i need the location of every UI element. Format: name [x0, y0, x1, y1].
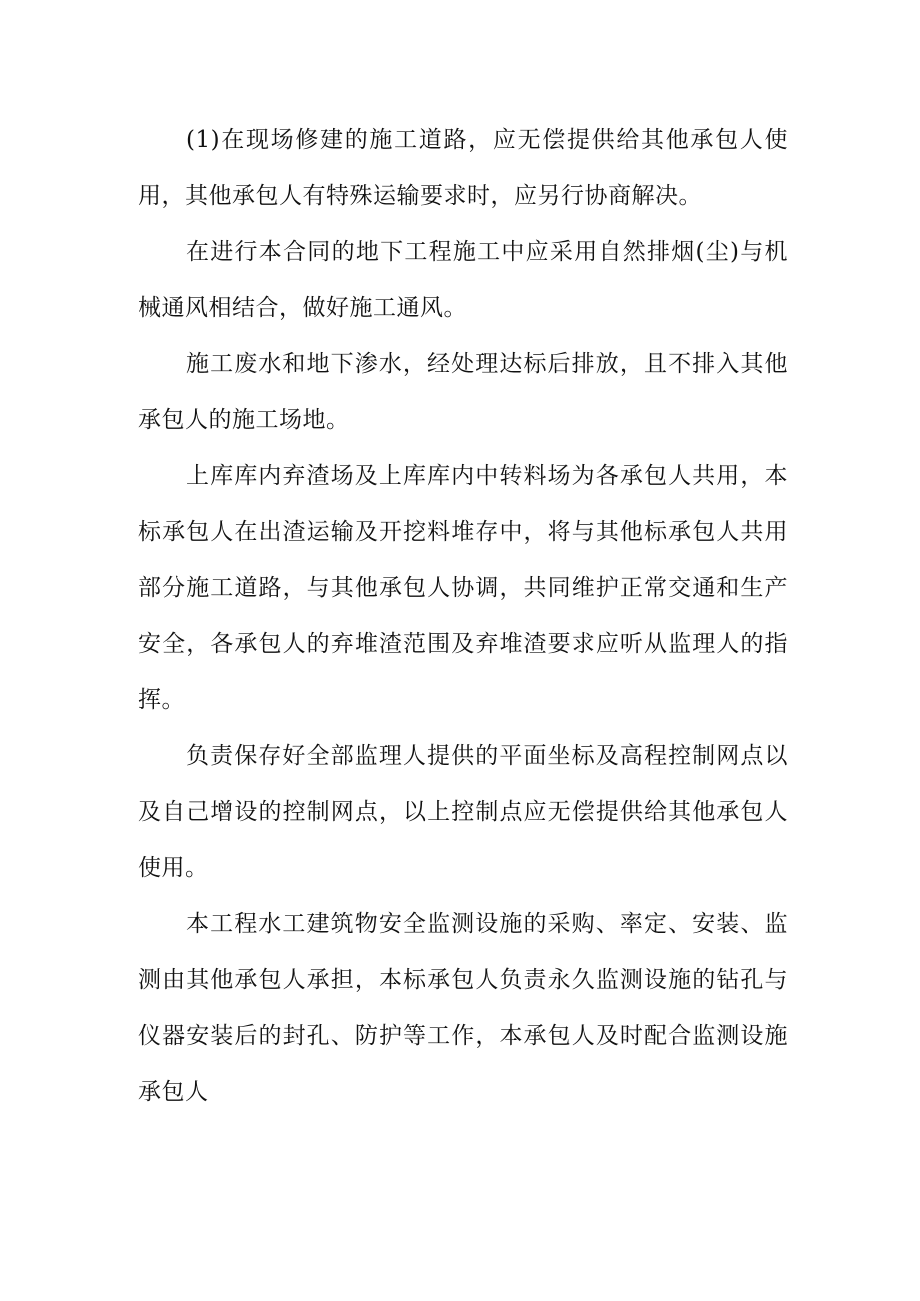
document-body: [138, 112, 788, 1120]
paragraph-6: 本工程水工建筑物安全监测设施的采购、率定、安装、监测由其他承包人承担，本标承包人负责永久监测设施的钻孔与仪器安装后的封孔、防护等工作，本承包人及时配合监测设施承包人: [138, 911, 788, 1105]
paragraph-3: 施工废水和地下渗水，经处理达标后排放，且不排入其他承包人的施工场地。: [138, 351, 788, 433]
paragraph-1: (1)在现场修建的施工道路，应无偿提供给其他承包人使用，其他承包人有特殊运输要求时，应另行协商解决。: [138, 127, 788, 209]
paragraph-5: 负责保存好全部监理人提供的平面坐标及高程控制网点以及自己增设的控制网点，以上控制点应无偿提供给其他承包人使用。: [138, 743, 788, 881]
paragraph-4: 上库库内弃渣场及上库库内中转料场为各承包人共用，本标承包人在出渣运输及开挖料堆存中，将与其他标承包人共用部分施工道路，与其他承包人协调，共同维护正常交通和生产安全，各承包人的弃堆渣范围及弃堆渣要求应听从监理人的指挥。: [138, 463, 788, 713]
paragraph-2: 在进行本合同的地下工程施工中应采用自然排烟(尘)与机械通风相结合，做好施工通风。: [138, 239, 788, 321]
